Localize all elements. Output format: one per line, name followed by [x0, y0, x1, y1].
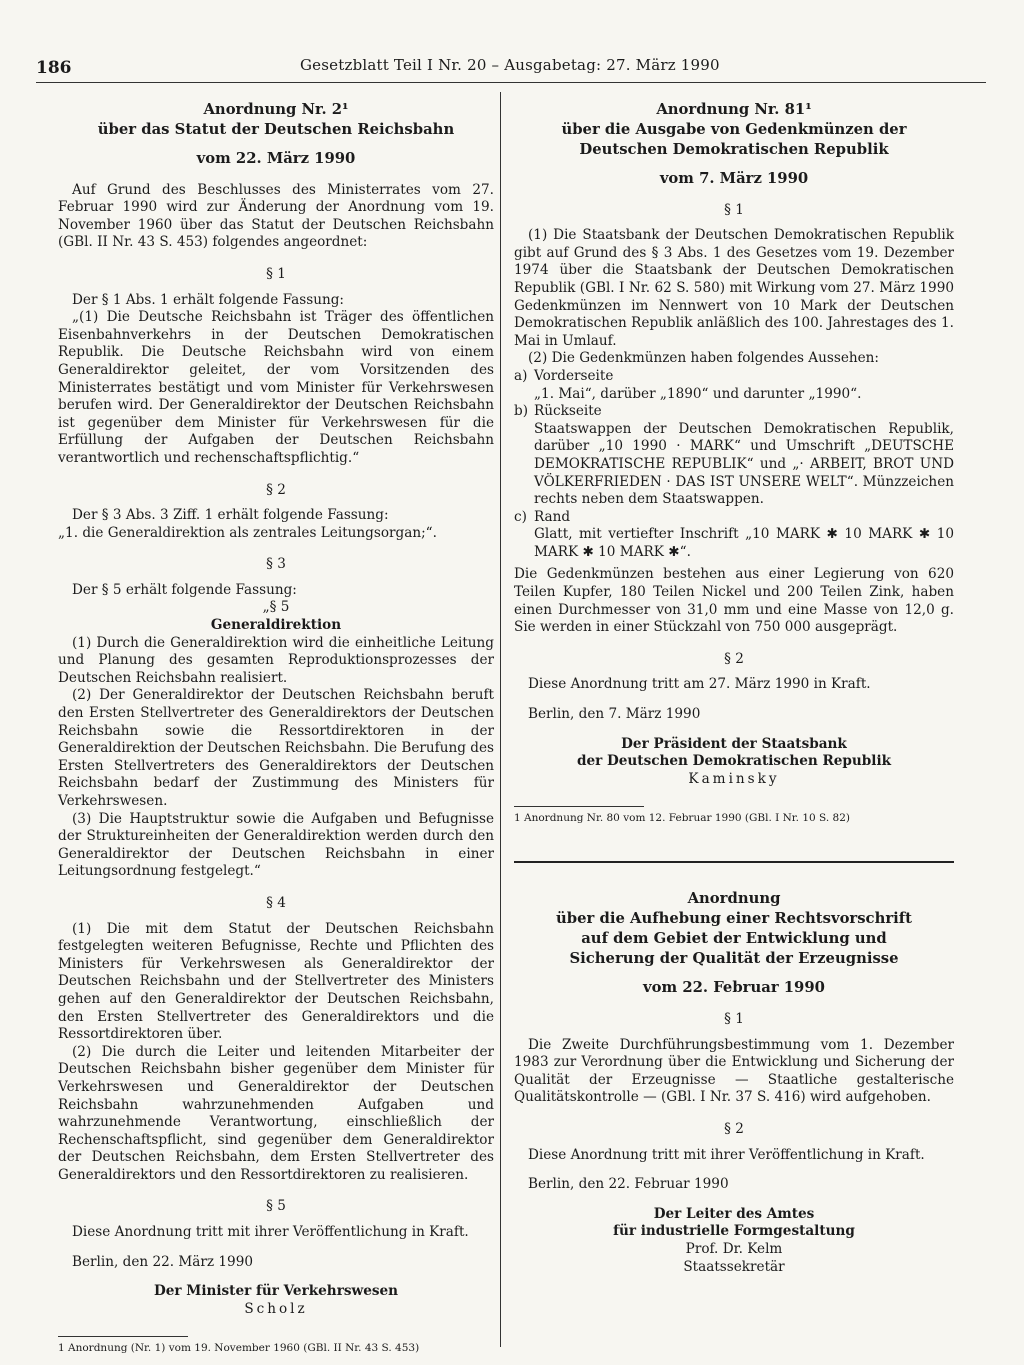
section-heading: § 2 — [724, 650, 744, 667]
title-line: auf dem Gebiet der Entwicklung und — [581, 930, 887, 948]
paragraph: (2) Die Gedenkmünzen haben folgendes Aussehen: — [528, 350, 880, 367]
list-title: Rand — [534, 508, 571, 525]
page-number: 186 — [36, 58, 72, 78]
title-line: Anordnung Nr. 81¹ — [656, 101, 812, 118]
list-label: a) — [514, 367, 528, 384]
signer-name: Scholz — [244, 1300, 308, 1317]
paragraph: (1) Die Staatsbank der Deutschen Demokratischen Republik gibt auf Grund des § 3 Abs. 1 des Gesetzes vom 19. Dezember 1974 über die Staatsbank der Deutschen Demokratischen Republik (GBl. I Nr. 62 S. 580) mit Wirkung vom 27. März 1990 Gedenkmünzen im Nennwert von 10 Mark der Deutschen Demokratischen Republik anläßlich des 100. Jahrestages des 1. Mai in Umlauf. — [514, 227, 954, 349]
section-separator — [514, 861, 954, 863]
header-rule — [36, 82, 986, 83]
footnote: 1 Anordnung (Nr. 1) vom 19. November 1960 (GBl. II Nr. 43 S. 453) — [58, 1342, 420, 1355]
title-line: über die Aufhebung einer Rechtsvorschrift — [556, 910, 912, 928]
footnote-rule — [58, 1336, 188, 1337]
list-text: Staatswappen der Deutschen Demokratischen Republik, darüber „10 1990 · MARK“ und Umschrift „DEUTSCHE DEMOKRATISCHE REPUBLIK“ und „· ARBEIT, BROT UND VÖLKERFRIEDEN · DAS IST UNSERE WELT“. Münzzeichen rechts neben dem Staatswappen. — [534, 420, 954, 508]
signer-name: Prof. Dr. Kelm — [685, 1240, 783, 1257]
signer-name: Kaminsky — [688, 770, 780, 787]
footnote-rule — [514, 806, 644, 807]
list-title: Vorderseite — [534, 367, 614, 384]
footnote: 1 Anordnung Nr. 80 vom 12. Februar 1990 (GBl. I Nr. 10 S. 82) — [514, 812, 850, 825]
list-label: b) — [514, 403, 529, 420]
paragraph: (1) Die mit dem Statut der Deutschen Reichsbahn festgelegten weiteren Befugnisse, Rechte und Pflichten des Ministers für Verkehrswesen als Generaldirektor der Deutschen Reichsbahn und der Stellvertreter des Ministers gehen auf den Generaldirektor der Deutschen Reichsbahn, den Ersten Stellvertreter des Generaldirektors und die Ressortdirektoren über. — [58, 920, 494, 1043]
section-heading: § 1 — [724, 201, 744, 218]
ordinance-title — [514, 889, 954, 969]
signer-title — [514, 736, 954, 771]
quoted-text: „1. die Generaldirektion als zentrales Leitungsorgan;“. — [58, 524, 437, 541]
quoted-text: „(1) Die Deutsche Reichsbahn ist Träger des öffentlichen Eisenbahnverkehrs in der Deutschen Demokratischen Republik. Die Deutsche Reichsbahn wird von einem Generaldirektor geleitet, der vom Vorsitzenden des Ministerrates bestätigt und vom Minister für Verkehrswesen berufen wird. Der Generaldirektor der Deutschen Reichsbahn ist gegenüber dem Minister für Verkehrswesen für die Erfüllung der Aufgaben der Deutschen Reichsbahn verantwortlich und rechenschaftspflichtig.“ — [58, 309, 494, 466]
ordinance-title — [58, 100, 494, 140]
list-item — [514, 403, 954, 509]
right-column — [514, 100, 954, 1276]
signer-role: Staatssekretär — [683, 1258, 785, 1275]
running-head: Gesetzblatt Teil I Nr. 20 – Ausgabetag: 27. März 1990 — [300, 56, 720, 74]
list-item — [514, 509, 954, 562]
list-text: „1. Mai“, darüber „1890“ und darunter „1990“. — [534, 385, 862, 402]
section-heading: § 1 — [724, 1011, 744, 1027]
paragraph: (2) Der Generaldirektor der Deutschen Reichsbahn beruft den Ersten Stellvertreter des Generaldirektors der Deutschen Reichsbahn sowie die Ressortdirektoren in der Generaldirektion der Deutschen Reichsbahn. Die Berufung des Ersten Stellvertreters des Generaldirektors der Deutschen Reichsbahn bedarf der Zustimmung des Ministers für Verkehrswesen. — [58, 687, 494, 809]
title-line: Sicherung der Qualität der Erzeugnisse — [569, 950, 899, 968]
section-lead: Der § 3 Abs. 3 Ziff. 1 erhält folgende Fassung: — [72, 507, 389, 524]
place-date: Berlin, den 7. März 1990 — [528, 706, 701, 723]
title-line: Deutschen Demokratischen Republik — [579, 141, 889, 158]
section-heading: § 2 — [266, 481, 286, 498]
signer-title-line: Der Leiter des Amtes — [653, 1205, 815, 1222]
signer-title-line: Der Präsident der Staatsbank — [621, 735, 847, 752]
paragraph: (2) Die durch die Leiter und leitenden Mitarbeiter der Deutschen Reichsbahn bisher gegenüber dem Minister für Verkehrswesen und Generaldirektor der Deutschen Reichsbahn wahrzunehmenden Aufgaben und wahrzunehmende Verantwortung, einschließlich der Rechenschaftspflicht, sind gegenüber dem Generaldirektor der Deutschen Reichsbahn, dem Ersten Stellvertreter des Generaldirektors und den Ressortdirektoren zu realisieren. — [58, 1043, 494, 1183]
place-date: Berlin, den 22. März 1990 — [72, 1253, 253, 1270]
ordinance-date: vom 7. März 1990 — [659, 170, 809, 187]
paragraph: Die Zweite Durchführungsbestimmung vom 1. Dezember 1983 zur Verordnung über die Entwicklung und Sicherung der Qualität der Erzeugnisse — Staatliche gestalterische Qualitätskontrolle — (GBl. I Nr. 37 S. 416) wird aufgehoben. — [514, 1036, 954, 1106]
signer-title — [514, 1206, 954, 1241]
subsection-number: „§ 5 — [262, 599, 290, 616]
ordinance-title — [514, 100, 954, 160]
intro-paragraph: Auf Grund des Beschlusses des Ministerrates vom 27. Februar 1990 wird zur Änderung der Anordnung vom 19. November 1960 über das Statut der Deutschen Reichsbahn (GBl. II Nr. 43 S. 453) folgendes angeordnet: — [58, 181, 494, 251]
ordinance-date: vom 22. Februar 1990 — [643, 979, 825, 997]
section-heading: § 1 — [266, 265, 286, 282]
paragraph: Diese Anordnung tritt am 27. März 1990 in Kraft. — [528, 676, 871, 693]
list-text: Glatt, mit vertiefter Inschrift „10 MARK ✱ 10 MARK ✱ 10 MARK ✱ 10 MARK ✱“. — [534, 526, 954, 560]
signer-title-line: für industrielle Formgestaltung — [613, 1223, 855, 1240]
title-line: über die Ausgabe von Gedenkmünzen der — [561, 121, 907, 138]
section-lead: Der § 5 erhält folgende Fassung: — [72, 581, 297, 598]
list-title: Rückseite — [534, 403, 602, 420]
section-heading: § 2 — [724, 1120, 744, 1137]
section-heading: § 5 — [266, 1198, 286, 1215]
left-column — [58, 100, 494, 1355]
section-heading: § 3 — [266, 556, 286, 573]
ordinance-date: vom 22. März 1990 — [196, 150, 356, 167]
column-divider — [500, 92, 501, 1347]
list-label: c) — [514, 508, 527, 525]
title-line: Anordnung — [687, 890, 781, 908]
title-line: über das Statut der Deutschen Reichsbahn — [97, 121, 455, 138]
place-date: Berlin, den 22. Februar 1990 — [528, 1176, 729, 1193]
paragraph: Diese Anordnung tritt mit ihrer Veröffentlichung in Kraft. — [72, 1224, 469, 1241]
section-heading: § 4 — [266, 894, 286, 911]
paragraph: (1) Durch die Generaldirektion wird die einheitliche Leitung und Planung des gesamten Reproduktionsprozesses der Deutschen Reichsbahn realisiert. — [58, 634, 494, 686]
list-item — [514, 368, 954, 403]
signer-title: Der Minister für Verkehrswesen — [153, 1283, 399, 1300]
title-line: Anordnung Nr. 2¹ — [203, 101, 349, 118]
subsection-title: Generaldirektion — [210, 617, 342, 634]
paragraph: (3) Die Hauptstruktur sowie die Aufgaben und Befugnisse der Struktureinheiten der Generaldirektion werden durch den Generaldirektor der Deutschen Reichsbahn in einer Leitungsordnung festgelegt.“ — [58, 810, 494, 880]
paragraph: Diese Anordnung tritt mit ihrer Veröffentlichung in Kraft. — [528, 1146, 925, 1163]
section-lead: Der § 1 Abs. 1 erhält folgende Fassung: — [72, 291, 344, 308]
paragraph: Die Gedenkmünzen bestehen aus einer Legierung von 620 Teilen Kupfer, 180 Teilen Nickel und 200 Teilen Zink, haben einen Durchmesser von 31,0 mm und eine Masse von 12,0 g. Sie werden in einer Stückzahl von 750 000 ausgeprägt. — [514, 566, 954, 636]
signer-title-line: der Deutschen Demokratischen Republik — [576, 753, 892, 770]
